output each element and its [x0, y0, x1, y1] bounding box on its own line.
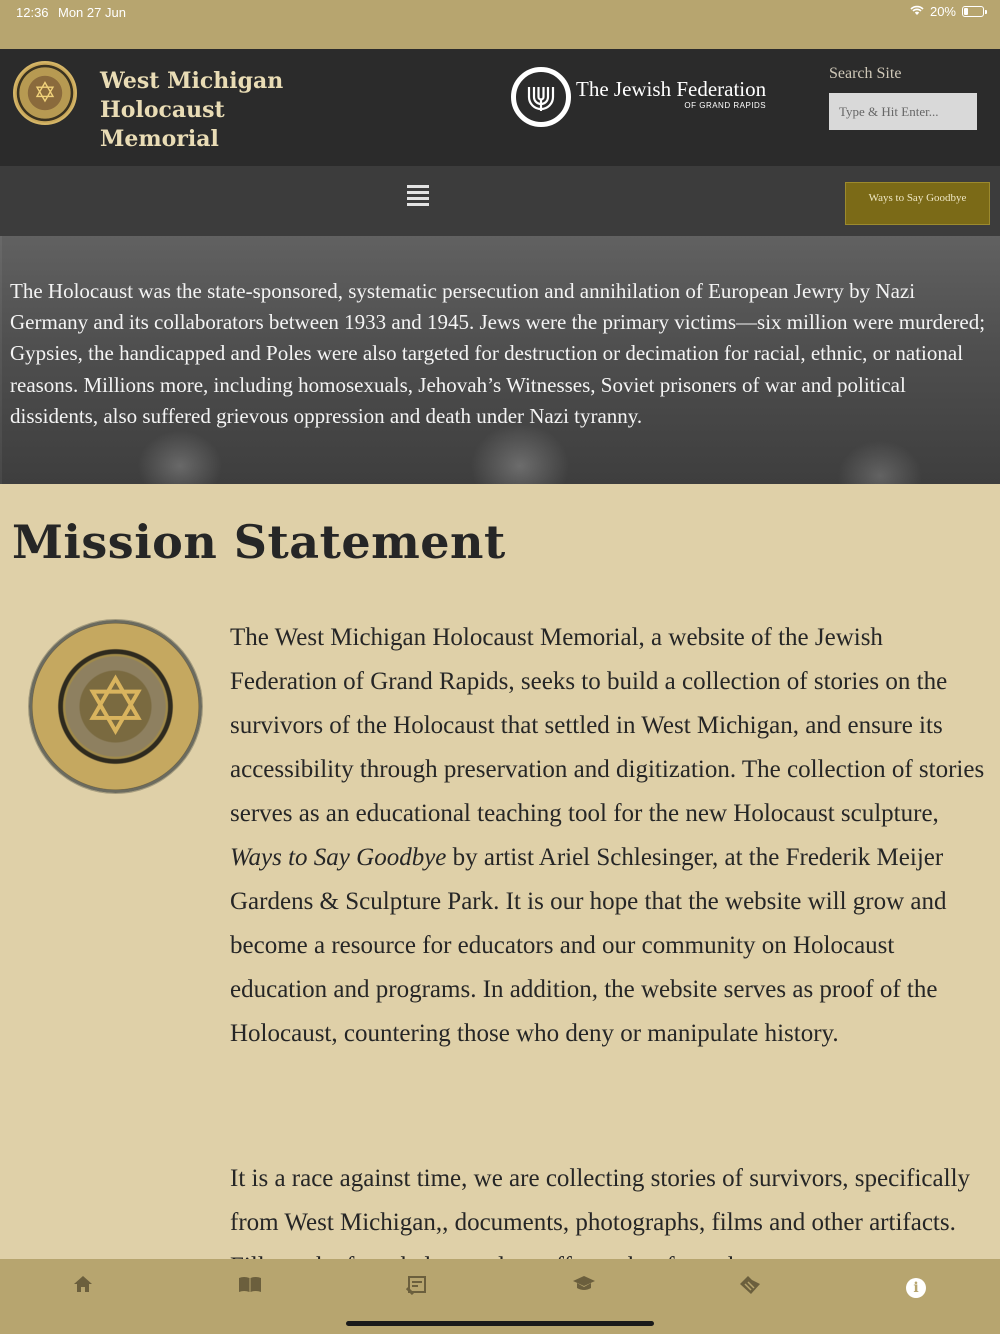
- site-header: [0, 49, 1000, 166]
- battery-fill: [964, 8, 968, 15]
- handshake-icon[interactable]: [735, 1275, 765, 1297]
- menorah-icon: [511, 67, 571, 127]
- nav-bar: [0, 166, 1000, 236]
- federation-name: [576, 76, 767, 110]
- search-input[interactable]: [829, 93, 977, 130]
- battery-icon: [962, 6, 984, 17]
- mission-title: Mission Statement: [12, 515, 506, 569]
- home-indicator: [346, 1321, 654, 1326]
- site-title[interactable]: [100, 67, 320, 154]
- site-title-line-3: Memorial: [100, 126, 219, 152]
- hero-banner: [0, 236, 1000, 484]
- certificate-icon[interactable]: [402, 1275, 432, 1297]
- sculpture-title: Ways to Say Goodbye: [230, 844, 447, 871]
- hero-text: The Holocaust was the state-sponsored, systematic persecution and annihilation of European Jewry by Nazi Germany and its collaborators between 1933 and 1945. Jews were the primary victims—six million were murdered; Gypsies, the handicapped and Poles were also targeted for destruction or decimation for racial, ethnic, or national reasons. Millions more, including homosexuals, Jehovah’s Witnesses, Soviet prisoners of war and political dissidents, also suffered grievous oppression and death under Nazi tyranny.: [10, 279, 986, 428]
- wifi-icon: [910, 4, 924, 19]
- ways-to-say-goodbye-button[interactable]: Ways to Say Goodbye: [845, 182, 990, 225]
- mission-paragraph-1: [230, 616, 990, 1056]
- hamburger-menu-icon[interactable]: [407, 185, 429, 205]
- mission-paragraph-1-start: The West Michigan Holocaust Memorial, a website of the Jewish Federation of Grand Rapids, seeks to build a collection of stories on the survivors of the Holocaust that settled in West Michigan, and ensure its accessibility through preservation and digitization. The collection of stories serves as an educational teaching tool for the new Holocaust sculpture,: [230, 624, 985, 827]
- site-title-line-1: West Michigan: [100, 68, 284, 94]
- status-right: [910, 4, 984, 19]
- mission-paragraph-1-end: by artist Ariel Schlesinger, at the Frederik Meijer Gardens & Sculpture Park. It is our hope that the website will grow and become a resource for educators and our community on Holocaust education and programs. In addition, the website serves as proof of the Holocaust, countering those who deny or manipulate history.: [230, 844, 947, 1047]
- site-title-line-2: Holocaust: [100, 97, 225, 123]
- home-icon[interactable]: [68, 1275, 98, 1297]
- federation-name-text: The Jewish Federation: [576, 76, 767, 101]
- memorial-seal-image: ✡: [29, 620, 202, 793]
- search-label: Search Site: [829, 65, 902, 82]
- status-date: Mon 27 Jun: [58, 5, 126, 20]
- graduation-cap-icon[interactable]: [569, 1275, 599, 1297]
- mission-paragraph-2: It is a race against time, we are collecting stories of survivors, specifically from West Michigan,, documents, photographs, films and other artifacts.: [230, 1165, 971, 1236]
- info-icon[interactable]: i: [901, 1275, 931, 1297]
- federation-subtitle: OF GRAND RAPIDS: [684, 100, 767, 110]
- status-time: 12:36: [16, 5, 49, 20]
- memorial-seal-logo[interactable]: ✡: [13, 61, 77, 125]
- book-icon[interactable]: [235, 1275, 265, 1297]
- status-bar: [0, 0, 1000, 49]
- battery-percent: 20%: [929, 4, 956, 19]
- jewish-federation-logo[interactable]: [511, 67, 766, 127]
